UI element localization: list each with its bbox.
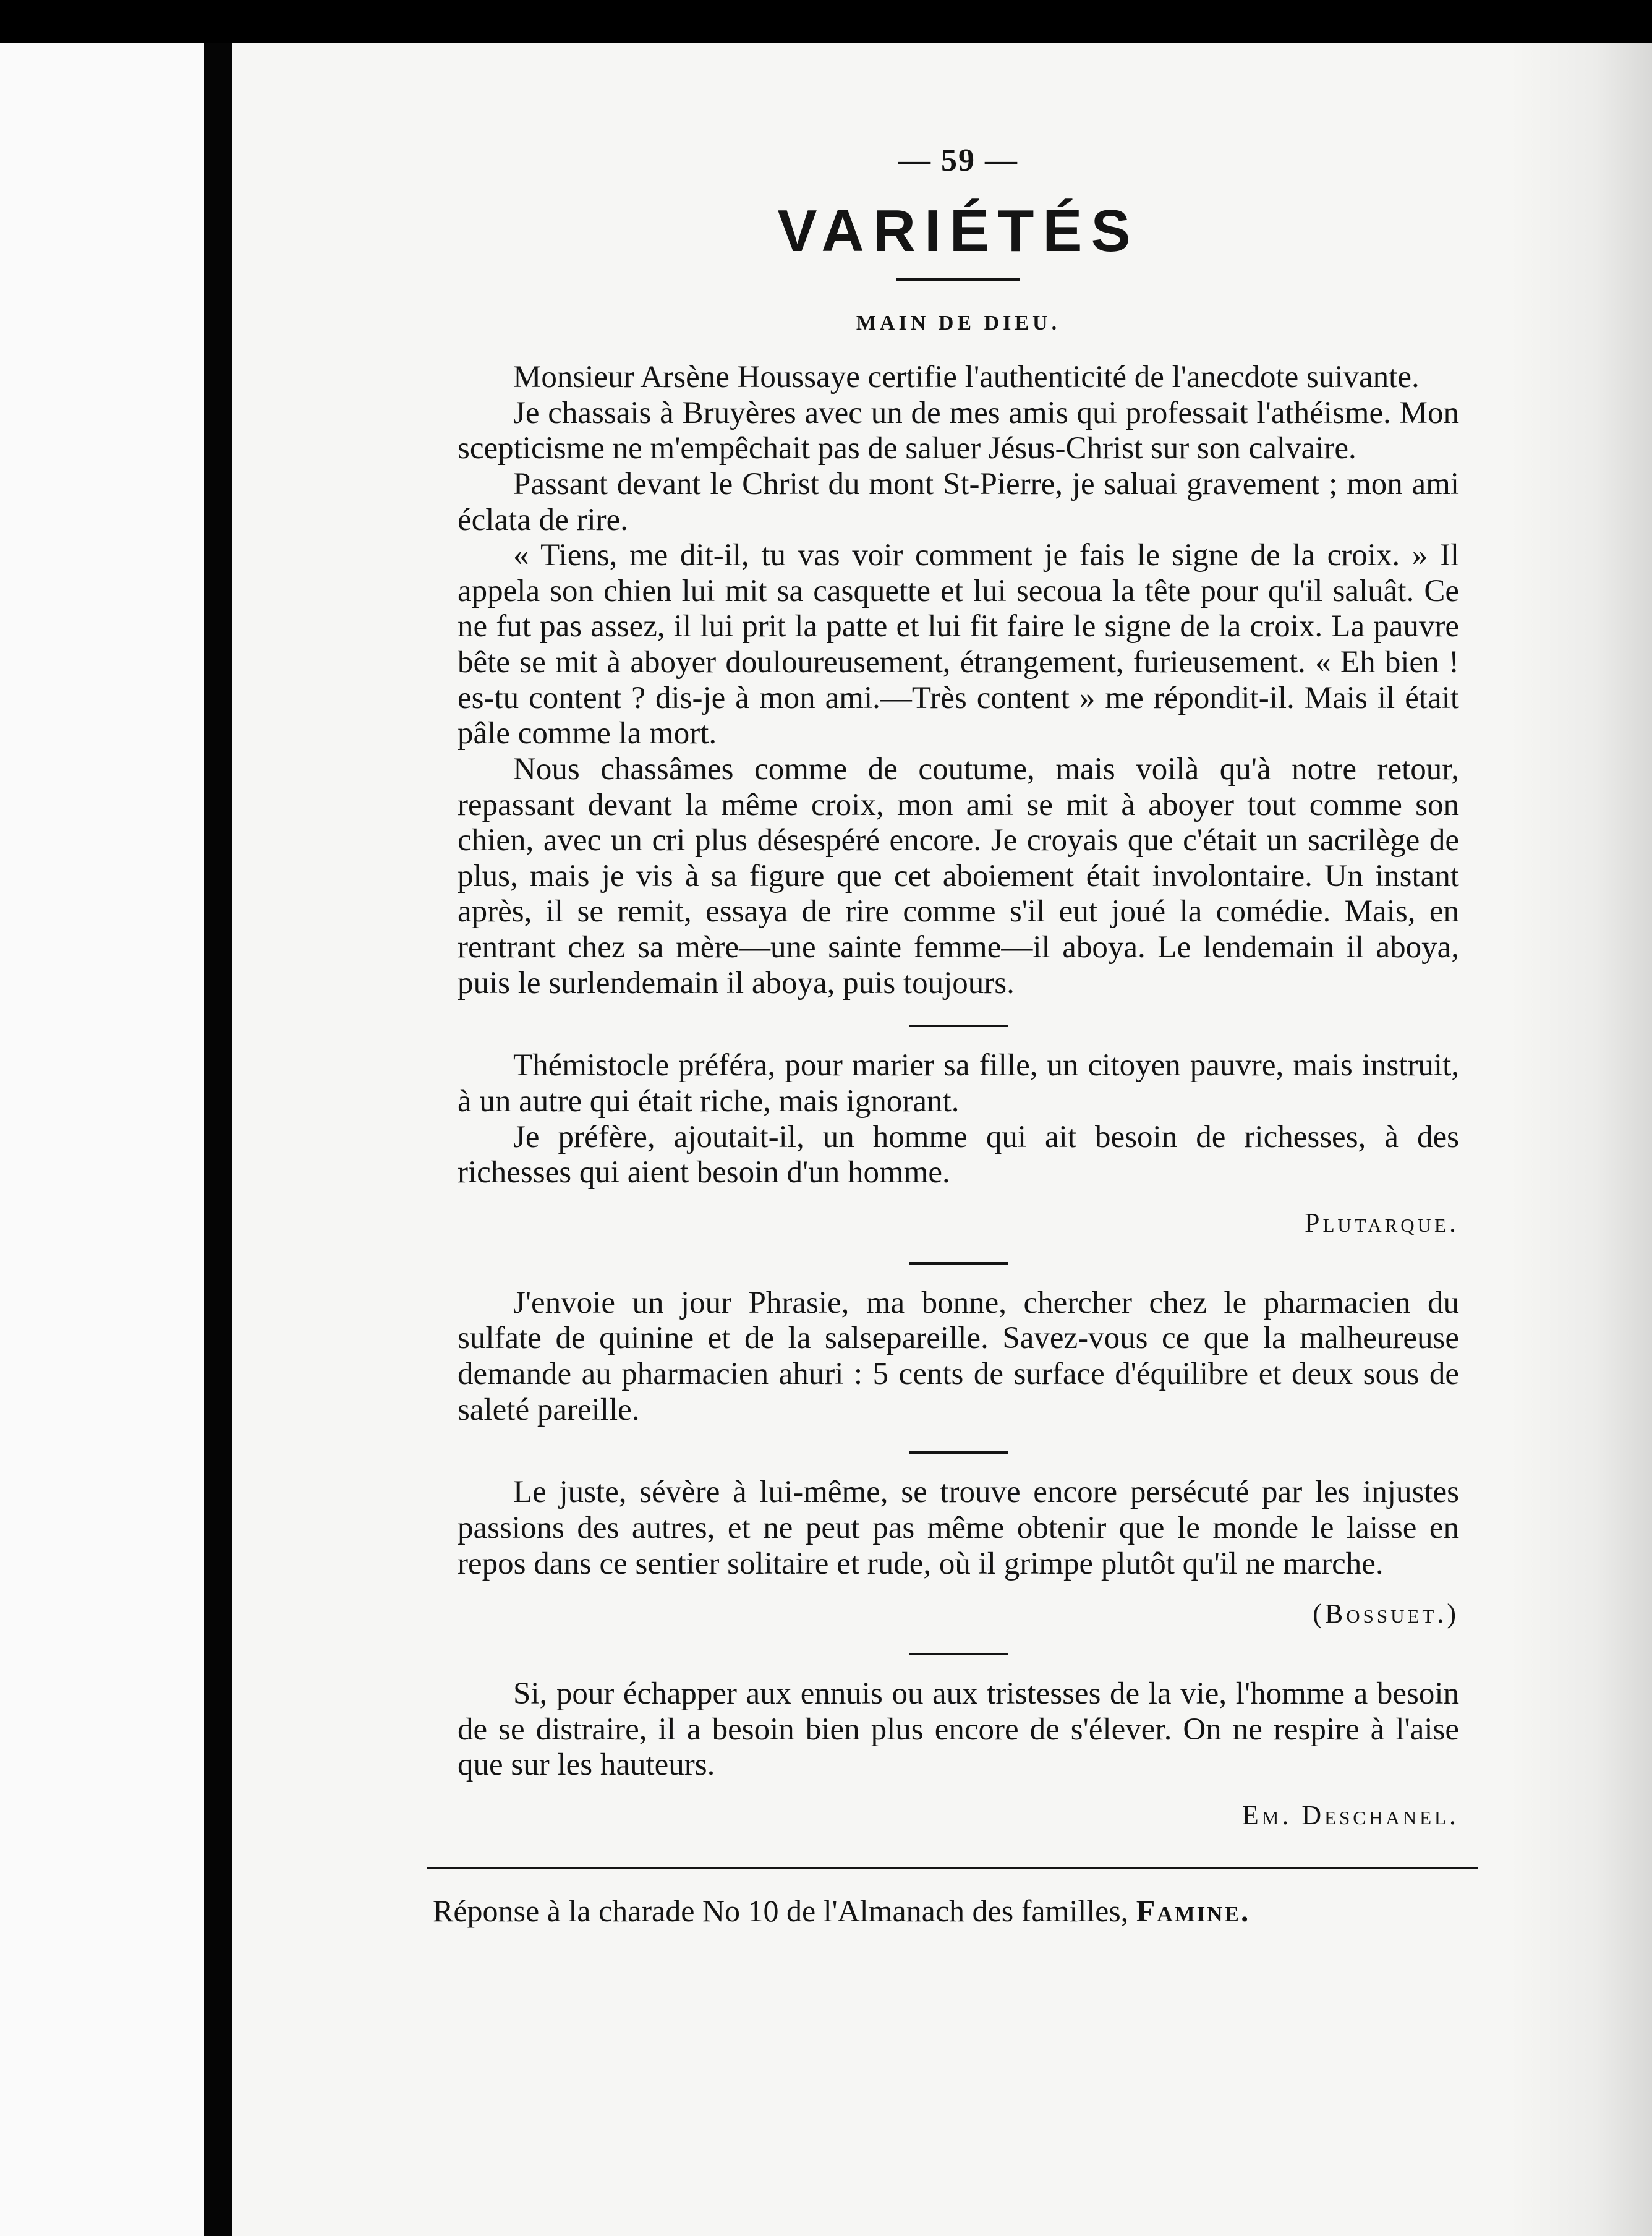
paragraph: Thémistocle préféra, pour marier sa fille, un citoyen pauvre, mais instruit, à un autre qui était riche, mais ignorant. bbox=[458, 1048, 1459, 1119]
page-content bbox=[433, 142, 1459, 1929]
paragraph: Le juste, sévère à lui-même, se trouve encore persécuté par les injustes passions des autres, et ne peut pas même obtenir que le monde le laisse en repos dans ce sentier solitaire et rude, où il grimpe plutôt qu'il ne marche. bbox=[458, 1475, 1459, 1581]
article-main-de-dieu bbox=[458, 312, 1459, 1001]
article-phrasie bbox=[458, 1286, 1459, 1428]
article-deschanel bbox=[458, 1676, 1459, 1831]
paragraph: Je chassais à Bruyères avec un de mes amis qui professait l'athéisme. Mon scepticisme ne m'empêchait pas de saluer Jésus-Christ sur son calvaire. bbox=[458, 395, 1459, 466]
section-divider bbox=[909, 1262, 1008, 1265]
section-title: VARIÉTÉS bbox=[777, 198, 1139, 264]
footer-rule bbox=[427, 1867, 1478, 1869]
paragraph: Nous chassâmes comme de coutume, mais voilà qu'à notre retour, repassant devant la même croix, mon ami se mit à aboyer tout comme son chien, avec un cri plus désespéré encore. Je croyais que c'était un sacrilège de plus, mais je vis à sa figure que cet aboiement était involontaire. Un instant après, il se remit, essaya de rire comme s'il eut joué la comédie. Mais, en rentrant chez sa mère—une sainte femme—il aboya. Le lendemain il aboya, puis le surlendemain il aboya, puis toujours. bbox=[458, 751, 1459, 1001]
paragraph: Je préfère, ajoutait-il, un homme qui ait besoin de richesses, à des richesses qui aient besoin d'un homme. bbox=[458, 1119, 1459, 1190]
page-shadow bbox=[1509, 43, 1652, 2236]
section-divider bbox=[909, 1025, 1008, 1027]
section-divider bbox=[909, 1653, 1008, 1655]
paragraph: Passant devant le Christ du mont St-Pierre, je saluai gravement ; mon ami éclata de rire. bbox=[458, 466, 1459, 537]
charade-answer-text: Réponse à la charade No 10 de l'Almanach des familles, bbox=[433, 1893, 1129, 1928]
left-page-edge bbox=[0, 43, 204, 2236]
paragraph: Monsieur Arsène Houssaye certifie l'authenticité de l'anecdote suivante. bbox=[513, 360, 1420, 395]
article-subtitle: MAIN DE DIEU. bbox=[856, 312, 1061, 335]
charade-answer-word: Famine. bbox=[1136, 1893, 1251, 1928]
article-themistocle bbox=[458, 1048, 1459, 1239]
paragraph: J'envoie un jour Phrasie, ma bonne, chercher chez le pharmacien du sulfate de quinine et de la salsepareille. Savez-vous ce que la malheureuse demande au pharmacien ahuri : 5 cents de surface d'équilibre et deux sous de saleté pareille. bbox=[458, 1285, 1459, 1427]
section-divider bbox=[909, 1451, 1008, 1454]
title-divider bbox=[896, 278, 1020, 281]
book-gutter bbox=[204, 43, 232, 2236]
paragraph: « Tiens, me dit-il, tu vas voir comment je fais le signe de la croix. » Il appela son chien lui mit sa casquette et lui secoua la tête pour qu'il saluât. Ce ne fut pas assez, il lui prit la patte et lui fit faire le signe de la croix. La pauvre bête se mit à aboyer douloureusement, étrangement, furieusement. « Eh bien ! es-tu content ? dis-je à mon ami.—Très content » me répondit-il. Mais il était pâle comme la mort. bbox=[458, 538, 1459, 751]
paragraph: Si, pour échapper aux ennuis ou aux tristesses de la vie, l'homme a besoin de se distraire, il a besoin bien plus encore de s'élever. On ne respire à l'aise que sur les hauteurs. bbox=[458, 1676, 1459, 1783]
attribution: (Bossuet.) bbox=[1313, 1598, 1459, 1629]
top-scan-border bbox=[0, 0, 1652, 43]
attribution: Plutarque. bbox=[1304, 1207, 1459, 1238]
attribution: Em. Deschanel. bbox=[1241, 1800, 1459, 1830]
page-number: — 59 — bbox=[898, 143, 1018, 178]
charade-answer bbox=[433, 1893, 1459, 1929]
article-bossuet bbox=[458, 1475, 1459, 1629]
